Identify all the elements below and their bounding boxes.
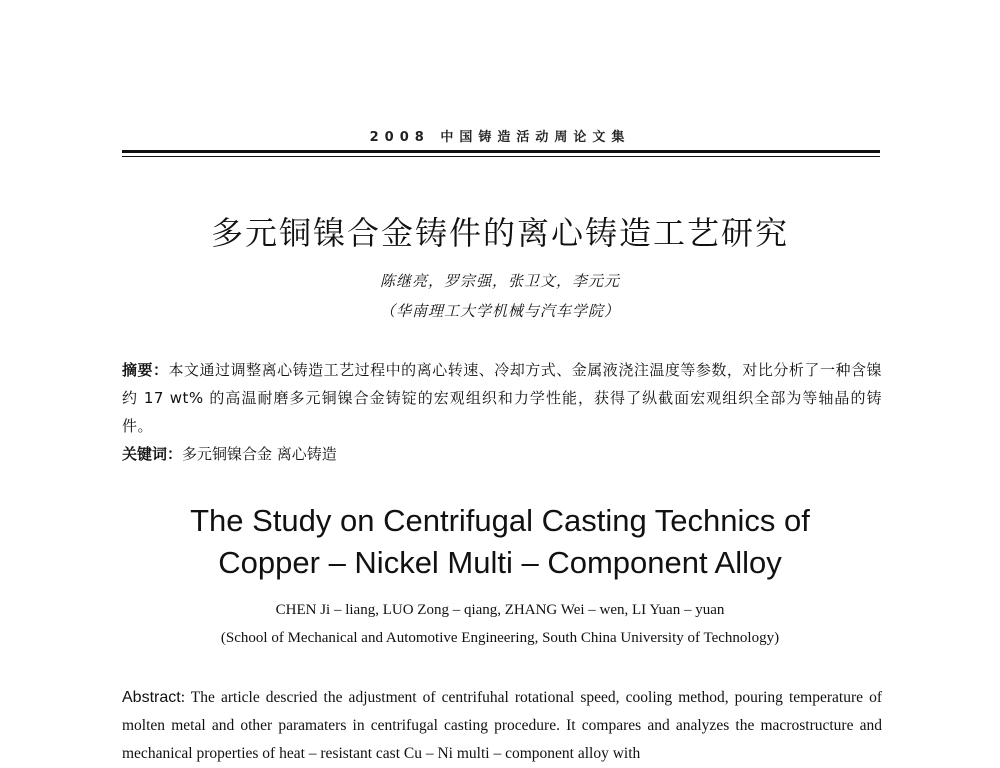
chinese-keywords-label: 关键词：	[122, 445, 183, 463]
english-abstract-label: Abstract	[122, 689, 181, 706]
chinese-authors: 陈继亮，罗宗强，张卫文，李元元	[379, 272, 620, 290]
header-rule-thick	[122, 150, 880, 153]
english-authors: CHEN Ji – liang, LUO Zong – qiang, ZHANG Wei – wen, LI Yuan – yuan	[275, 602, 725, 618]
english-affiliation: (School of Mechanical and Automotive Engineering, South China University of Technology)	[220, 630, 780, 646]
chinese-title: 多元铜镍合金铸件的离心铸造工艺研究	[210, 214, 789, 252]
english-title	[0, 500, 1000, 584]
english-abstract-text: : The article descried the adjustment of centrifuhal rotational speed, cooling method, pouring temperature of molten metal and other paramaters in centrifugal casting procedure. It compares and analyzes the macrostructure and mechanical properties of heat – resistant cast Cu – Ni multi – component alloy with	[122, 689, 882, 762]
chinese-abstract-label: 摘要：	[122, 361, 169, 379]
running-header: 2008 中国铸造活动周论文集	[369, 130, 631, 145]
english-abstract	[122, 684, 882, 768]
english-title-line-1: The Study on Centrifugal Casting Technics of	[190, 503, 810, 538]
chinese-abstract	[122, 356, 882, 440]
chinese-keywords	[122, 440, 882, 468]
chinese-affiliation: （华南理工大学机械与汽车学院）	[379, 302, 620, 320]
chinese-keywords-text: 多元铜镍合金 离心铸造	[182, 445, 337, 463]
header-rule-thin	[122, 156, 880, 157]
chinese-abstract-text: 本文通过调整离心铸造工艺过程中的离心转速、冷却方式、金属液浇注温度等参数，对比分析了一种含镍约 17 wt% 的高温耐磨多元铜镍合金铸锭的宏观组织和力学性能，获得了纵截面宏观组织全部为等轴晶的铸件。	[122, 361, 882, 435]
english-title-line-2: Copper – Nickel Multi – Component Alloy	[218, 545, 782, 580]
